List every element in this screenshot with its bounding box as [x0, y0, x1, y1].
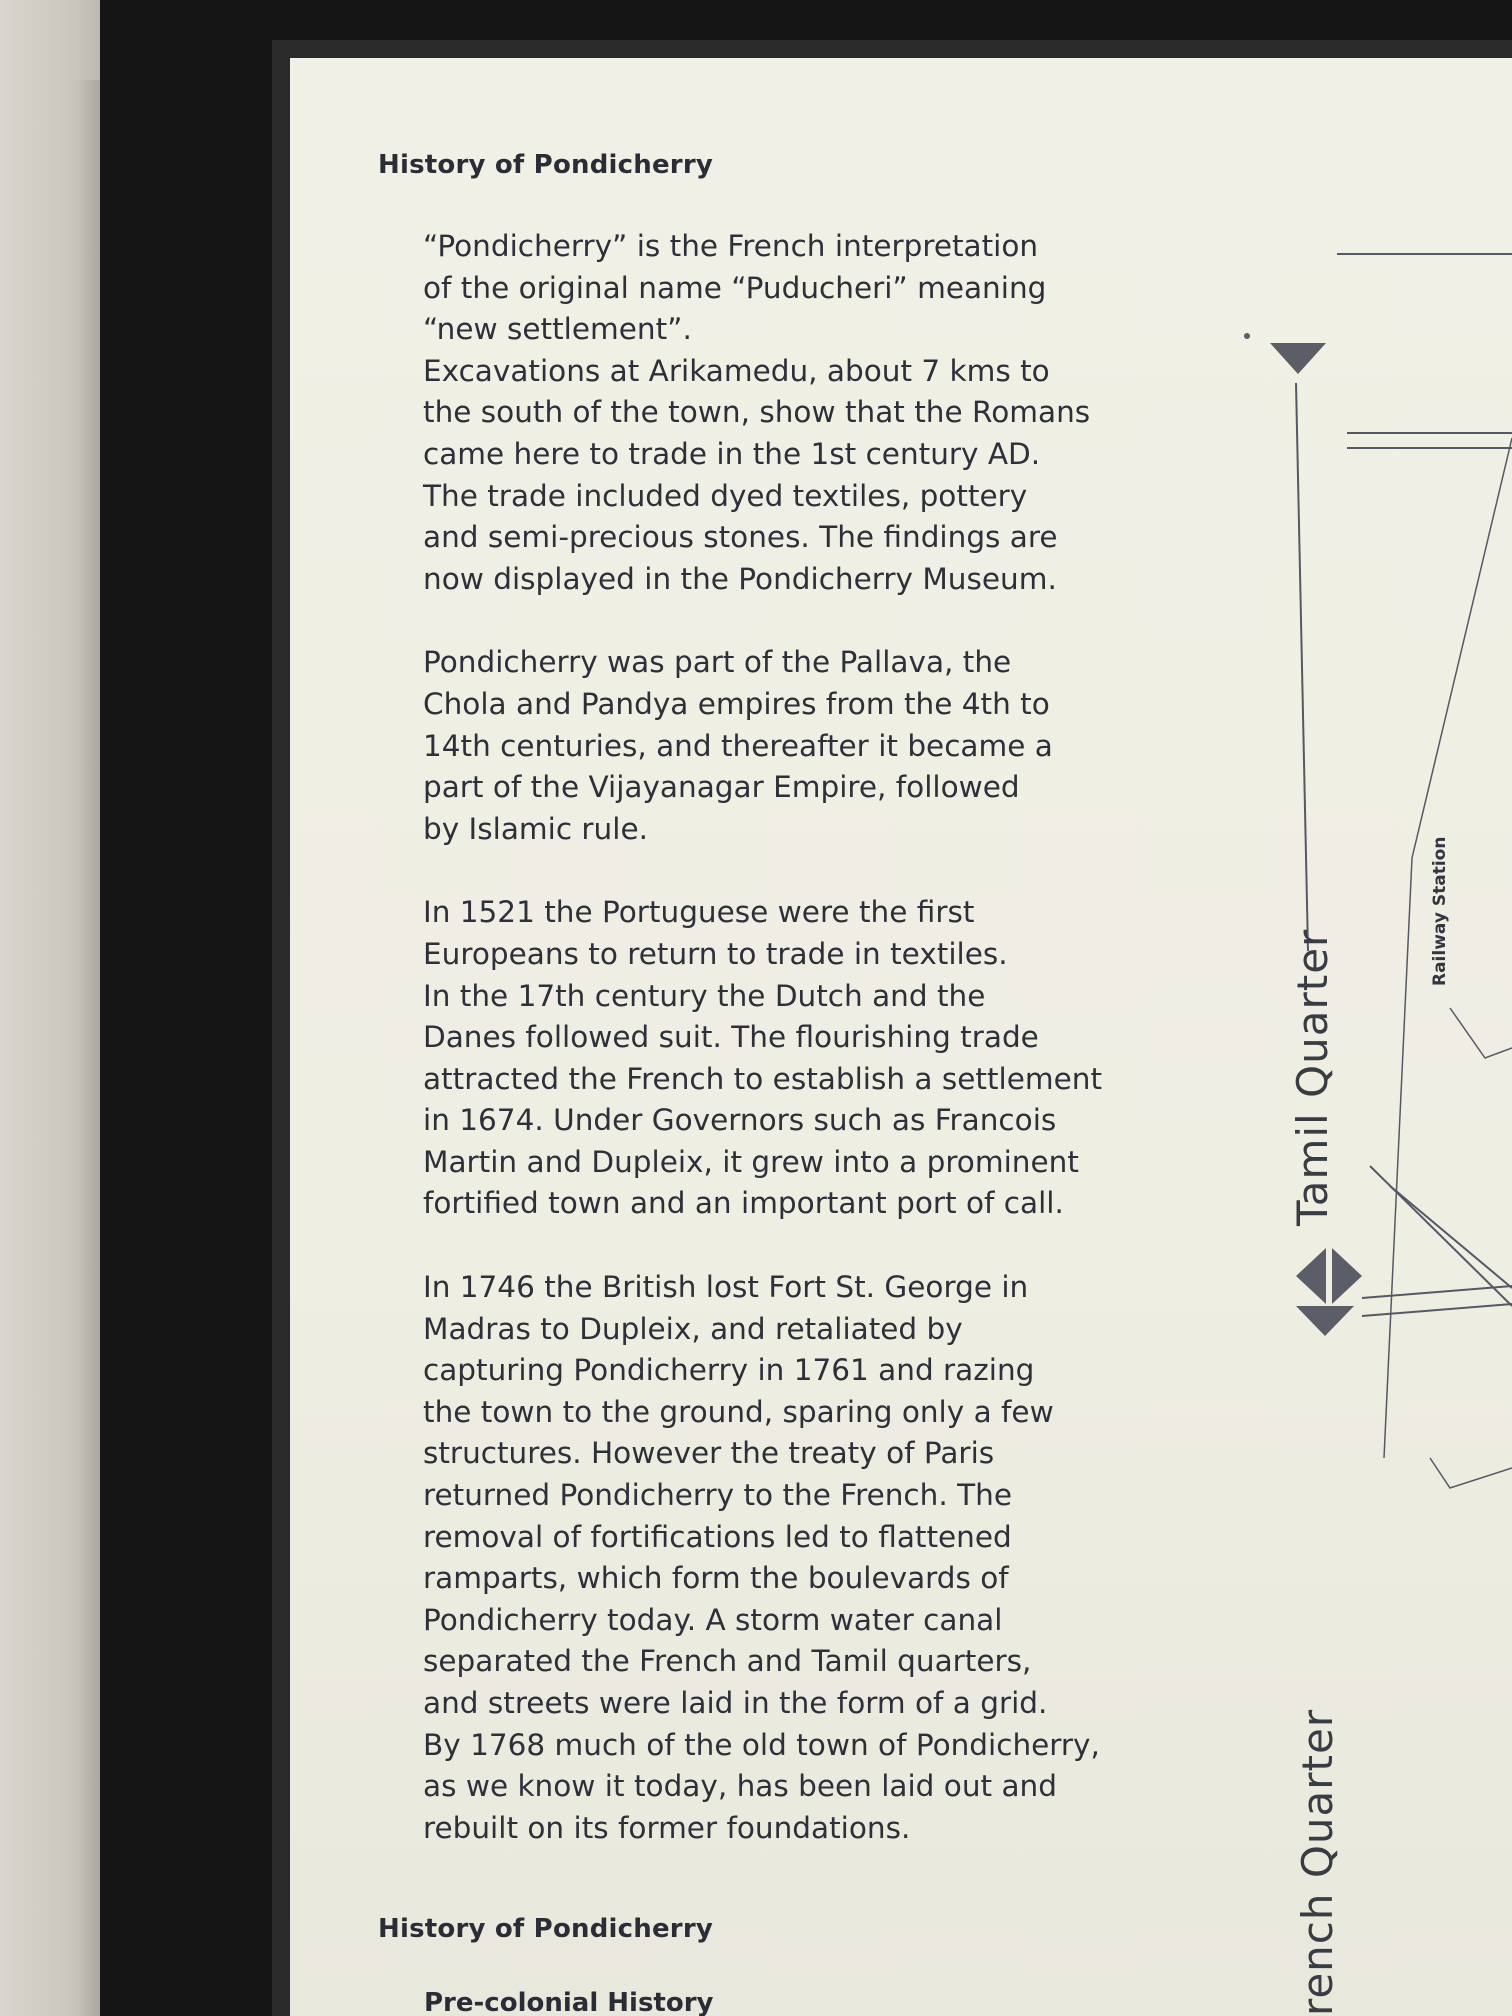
text-line: by Islamic rule. — [423, 811, 648, 846]
text-line: Martin and Dupleix, it grew into a prominent — [423, 1144, 1079, 1179]
horiz-line-1 — [1362, 1286, 1512, 1298]
text-line: Europeans to return to trade in textiles. — [423, 936, 1008, 971]
text-line: rebuilt on its former foundations. — [423, 1810, 911, 1845]
text-line: “new settlement”. — [423, 312, 692, 347]
diag-line-1 — [1390, 1186, 1512, 1288]
text-line: capturing Pondicherry in 1761 and razing — [423, 1353, 1035, 1388]
station-outline — [1450, 1008, 1512, 1058]
text-line: and semi-precious stones. The findings are — [423, 520, 1058, 555]
right-arrow-icon — [1332, 1248, 1362, 1304]
cut-off-subheading: Pre-colonial History — [424, 1988, 714, 2016]
text-line: now displayed in the Pondicherry Museum. — [423, 561, 1057, 596]
board-heading: History of Pondicherry — [378, 150, 713, 180]
text-line: came here to trade in the 1st century AD. — [423, 436, 1041, 471]
text-line: fortified town and an important port of call. — [423, 1186, 1064, 1221]
french-quarter-label: rench Quarter — [1293, 1708, 1342, 2016]
text-line: Excavations at Arikamedu, about 7 kms to — [423, 353, 1050, 388]
text-line: in 1674. Under Governors such as Francois — [423, 1103, 1057, 1138]
text-line: separated the French and Tamil quarters, — [423, 1644, 1032, 1679]
text-line: “Pondicherry” is the French interpretation — [423, 229, 1039, 263]
text-line: Chola and Pandya empires from the 4th to — [423, 686, 1050, 721]
text-line: and streets were laid in the form of a grid. — [423, 1686, 1048, 1720]
text-line: removal of fortifications led to flattened — [423, 1519, 1012, 1554]
text-line: By 1768 much of the old town of Pondicherry, — [423, 1727, 1100, 1762]
text-line: of the original name “Puducheri” meaning — [423, 270, 1047, 305]
text-line: Pondicherry was part of the Pallava, the — [423, 645, 1012, 680]
street-outline — [1430, 1458, 1512, 1488]
text-line: Madras to Dupleix, and retaliated by — [423, 1311, 963, 1346]
railway-station-label: Railway Station — [1430, 836, 1450, 986]
text-line: Pondicherry today. A storm water canal — [423, 1602, 1003, 1637]
information-board — [290, 58, 1512, 2016]
horiz-line-2 — [1362, 1304, 1512, 1316]
text-line: In 1521 the Portuguese were the first — [423, 895, 975, 930]
down-arrow-icon — [1270, 343, 1326, 374]
rail-line — [1412, 438, 1512, 858]
diag-line-2 — [1370, 1166, 1512, 1306]
down-arrow-icon-2 — [1296, 1306, 1354, 1336]
text-line: returned Pondicherry to the French. The — [423, 1478, 1012, 1513]
text-line: 14th centuries, and thereafter it became a — [423, 728, 1053, 763]
text-line: attracted the French to establish a settlement — [423, 1061, 1103, 1096]
text-line: ramparts, which form the boulevards of — [423, 1561, 1009, 1596]
divider-line — [1296, 383, 1308, 951]
text-line: the town to the ground, sparing only a few — [423, 1394, 1054, 1429]
left-arrow-icon — [1296, 1248, 1326, 1304]
text-line: structures. However the treaty of Paris — [423, 1436, 995, 1471]
text-line: In the 17th century the Dutch and the — [423, 978, 986, 1013]
text-line: In 1746 the British lost Fort St. George in — [423, 1270, 1029, 1305]
text-line: Danes followed suit. The flourishing trade — [423, 1020, 1039, 1055]
text-line: the south of the town, show that the Romans — [423, 395, 1091, 430]
second-heading: History of Pondicherry — [378, 1914, 713, 1944]
tamil-quarter-label: Tamil Quarter — [1288, 928, 1337, 1226]
road-line — [1384, 858, 1412, 1458]
text-line: as we know it today, has been laid out and — [423, 1769, 1057, 1804]
text-line: The trade included dyed textiles, pottery — [423, 478, 1028, 513]
map-dot — [1244, 333, 1250, 339]
text-line: part of the Vijayanagar Empire, followed — [423, 770, 1020, 805]
